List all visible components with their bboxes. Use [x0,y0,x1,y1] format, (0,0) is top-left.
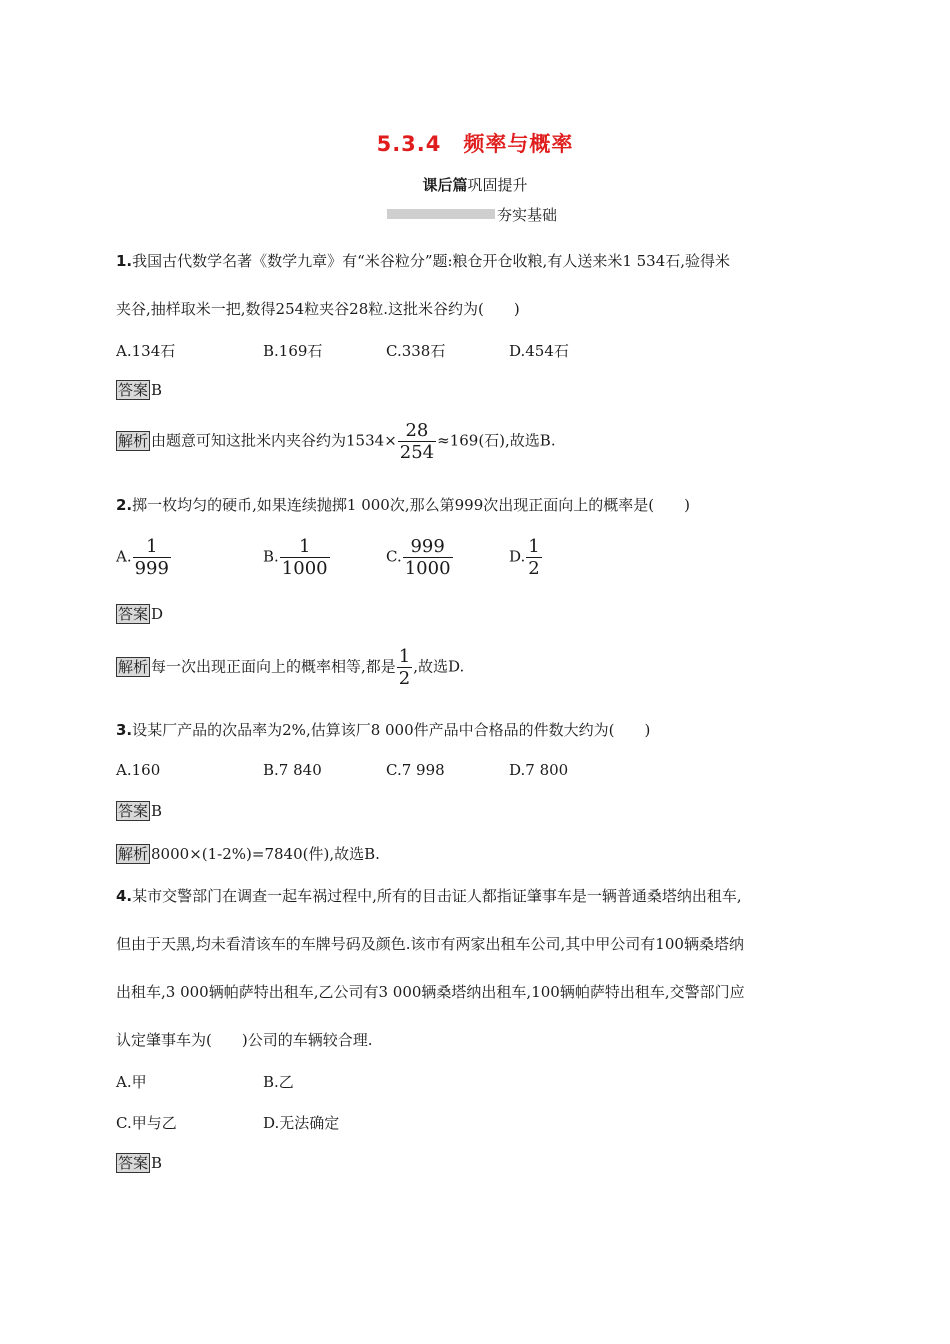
q2-option-a-num: 1 [133,536,171,558]
q3-number: 3. [116,721,133,739]
q2-option-a-den: 999 [134,558,169,579]
q4-option-b: B.乙 [263,1073,294,1091]
q3-analysis [116,843,380,864]
q1-number: 1. [116,252,133,270]
q1-answer [116,380,162,400]
q1-line2: 夹谷,抽样取米一把,数得254粒夹谷28粒.这批米谷约为( ) [116,300,520,318]
analysis-tag: 解析 [118,431,149,450]
q1-line1 [116,250,730,271]
q2-option-a-fraction [133,536,171,579]
q2-option-c-fraction [403,536,453,579]
q3-option-b: B.7 840 [263,761,322,779]
q3-analysis-text: 8000×(1-2%)=7840(件),故选B. [151,845,380,863]
q2-option-c-label: C. [386,547,402,566]
q1-fraction-numerator: 28 [398,420,436,442]
subtitle-bold: 课后篇 [422,176,468,194]
q1-analysis [116,420,556,463]
q4-option-d: D.无法确定 [263,1114,340,1132]
q4-line1 [116,885,742,906]
q2-analysis [116,646,464,689]
q4-line3: 出租车,3 000辆帕萨特出租车,乙公司有3 000辆桑塔纳出租车,100辆帕萨特出租车,交警部门应 [116,983,745,1001]
q1-fraction-denominator: 254 [399,442,435,463]
q1-option-b: B.169石 [263,342,323,360]
section-bar [387,209,495,219]
answer-tag: 答案 [118,802,149,820]
q2-option-b-label: B. [263,547,279,566]
q1-fraction [398,420,436,463]
q2-option-d [509,536,543,579]
analysis-tag: 解析 [118,657,149,676]
answer-tag: 答案 [118,1154,149,1172]
q3-option-c: C.7 998 [386,761,445,779]
q2-option-b-num: 1 [280,536,330,558]
q3-line1 [116,719,650,740]
q4-text-line1: 某市交警部门在调查一起车祸过程中,所有的目击证人都指证肇事车是一辆普通桑塔纳出租车, [132,887,742,905]
q2-option-a [116,536,172,579]
q1-text-line1: 有“米谷粒分”题:粮仓开仓收粮,有人送来米1 534石,验得米 [342,252,731,270]
q4-answer [116,1153,162,1173]
answer-tag: 答案 [118,605,149,623]
q4-line4: 认定肇事车为( )公司的车辆较合理. [116,1031,373,1049]
q4-number: 4. [116,887,133,905]
title-number: 5.3.4 [376,132,442,156]
q3-answer-value: B [151,802,163,820]
q4-answer-value: B [151,1154,163,1172]
q2-answer-value: D [151,605,164,623]
analysis-tag: 解析 [118,845,149,863]
q2-fraction-denominator: 2 [398,668,411,689]
q2-option-c-num: 999 [403,536,453,558]
q2-fraction-numerator: 1 [398,646,411,667]
q2-option-c-den: 1000 [404,558,451,579]
q1-text-pre: 我国古代数学名著《数学九章》 [132,252,343,270]
q4-option-c: C.甲与乙 [116,1114,177,1132]
q2-option-b [263,536,331,579]
q3-option-d: D.7 800 [509,761,569,779]
q2-text: 掷一枚均匀的硬币,如果连续抛掷1 000次,那么第999次出现正面向上的概率是( ) [132,496,690,514]
q3-answer [116,801,162,821]
q2-fraction [397,646,412,689]
q2-analysis-post: ,故选D. [413,657,465,676]
q3-option-a: A.160 [116,761,161,779]
q1-option-d: D.454石 [509,342,569,360]
q4-option-a: A.甲 [116,1073,147,1091]
q1-answer-value: B [151,381,163,399]
q2-option-b-fraction [280,536,330,579]
q2-option-d-fraction [526,536,541,579]
q1-option-c: C.338石 [386,342,446,360]
q1-option-a: A.134石 [116,342,176,360]
q2-option-a-label: A. [116,547,132,566]
section-label: 夯实基础 [497,206,558,224]
subtitle [0,174,950,195]
q3-text: 设某厂产品的次品率为2%,估算该厂8 000件产品中合格品的件数大约为( ) [132,721,651,739]
page-title [0,128,950,158]
q2-analysis-pre: 每一次出现正面向上的概率相等,都是 [151,657,396,676]
q2-line1 [116,494,690,515]
q2-option-d-den: 2 [528,558,540,579]
q4-line2: 但由于天黑,均未看清该车的车牌号码及颜色.该市有两家出租车公司,其中甲公司有100辆桑塔纳 [116,935,744,953]
q2-option-d-label: D. [509,547,526,566]
q2-option-b-den: 1000 [281,558,328,579]
q2-option-c [386,536,454,579]
q2-number: 2. [116,496,133,514]
answer-tag: 答案 [118,381,149,399]
q1-analysis-post: ≈169(石),故选B. [437,431,556,450]
q2-option-d-num: 1 [528,536,540,557]
title-text: 频率与概率 [463,132,574,156]
subtitle-normal: 巩固提升 [467,176,528,194]
q1-analysis-pre: 由题意可知这批米内夹谷约为1534× [151,431,397,450]
q2-answer [116,604,163,624]
